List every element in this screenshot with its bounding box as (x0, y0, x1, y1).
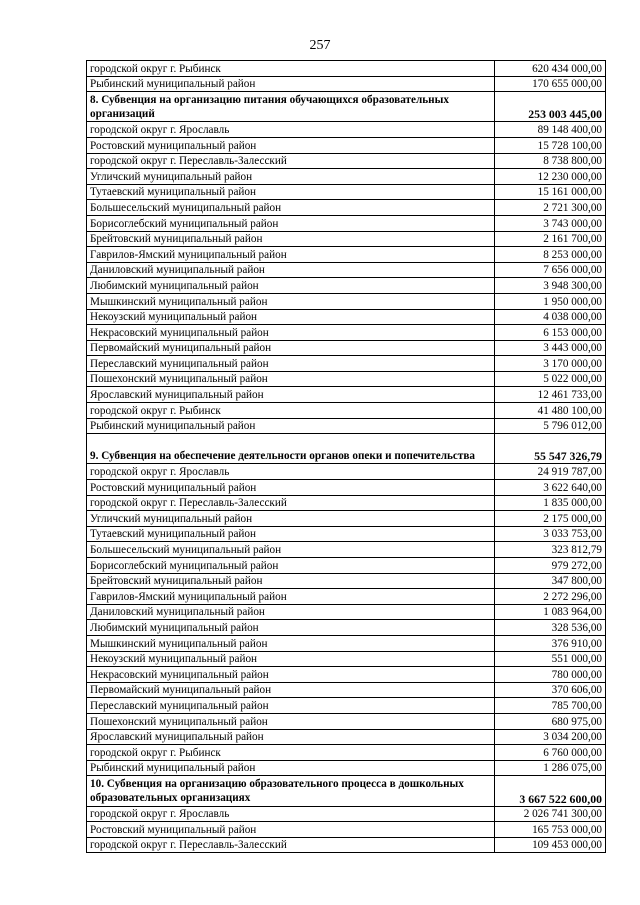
table-row (87, 278, 606, 294)
amount-cell: 6 760 000,00 (495, 745, 606, 761)
table-row (87, 667, 606, 683)
table-row (87, 371, 606, 387)
amount-cell: 376 910,00 (495, 635, 606, 651)
table-row (87, 635, 606, 651)
municipality-name: Первомайский муниципальный район (87, 340, 495, 356)
municipality-name: Угличский муниципальный район (87, 511, 495, 527)
table-row (87, 604, 606, 620)
amount-cell: 5 022 000,00 (495, 371, 606, 387)
municipality-name: Тутаевский муниципальный район (87, 526, 495, 542)
municipality-name: Ярославский муниципальный район (87, 729, 495, 745)
amount-cell: 89 148 400,00 (495, 122, 606, 138)
municipality-name: Любимский муниципальный район (87, 278, 495, 294)
section-title: 9. Субвенция на обеспечение деятельности органов опеки и попечительства (87, 434, 495, 464)
amount-cell: 979 272,00 (495, 558, 606, 574)
section-total: 3 667 522 600,00 (495, 776, 606, 806)
table-row (87, 745, 606, 761)
table-row (87, 713, 606, 729)
table-row (87, 729, 606, 745)
section-title: 8. Субвенция на организацию питания обучающихся образовательных организаций (87, 92, 495, 122)
amount-cell: 109 453 000,00 (495, 837, 606, 853)
section-title: 10. Субвенция на организацию образовательного процесса в дошкольных образовательных организациях (87, 776, 495, 806)
amount-cell: 3 622 640,00 (495, 480, 606, 496)
municipality-name: Тутаевский муниципальный район (87, 184, 495, 200)
table-row (87, 76, 606, 92)
table-row (87, 122, 606, 138)
table-row (87, 247, 606, 263)
municipality-name: городской округ г. Ярославль (87, 464, 495, 480)
amount-cell: 551 000,00 (495, 651, 606, 667)
table-row (87, 262, 606, 278)
municipality-name: городской округ г. Рыбинск (87, 61, 495, 77)
municipality-name: Ростовский муниципальный район (87, 137, 495, 153)
amount-cell: 12 461 733,00 (495, 387, 606, 403)
amount-cell: 170 655 000,00 (495, 76, 606, 92)
amount-cell: 3 170 000,00 (495, 356, 606, 372)
municipality-name: городской округ г. Рыбинск (87, 403, 495, 419)
amount-cell: 8 253 000,00 (495, 247, 606, 263)
table-row (87, 169, 606, 185)
amount-cell: 3 743 000,00 (495, 215, 606, 231)
municipality-name: Некрасовский муниципальный район (87, 667, 495, 683)
municipality-name: Борисоглебский муниципальный район (87, 558, 495, 574)
table-row (87, 200, 606, 216)
municipality-name: Борисоглебский муниципальный район (87, 215, 495, 231)
amount-cell: 8 738 800,00 (495, 153, 606, 169)
municipality-name: Рыбинский муниципальный район (87, 760, 495, 776)
table-row (87, 153, 606, 169)
municipality-name: городской округ г. Рыбинск (87, 745, 495, 761)
table-row (87, 480, 606, 496)
municipality-name: Даниловский муниципальный район (87, 262, 495, 278)
municipality-name: Некрасовский муниципальный район (87, 325, 495, 341)
amount-cell: 347 800,00 (495, 573, 606, 589)
municipality-name: Мышкинский муниципальный район (87, 293, 495, 309)
table-body (87, 61, 606, 853)
table-row (87, 589, 606, 605)
table-row (87, 651, 606, 667)
table-row (87, 137, 606, 153)
table-row (87, 325, 606, 341)
table-row (87, 822, 606, 838)
amount-cell: 3 948 300,00 (495, 278, 606, 294)
municipality-name: Рыбинский муниципальный район (87, 76, 495, 92)
table-row (87, 418, 606, 434)
table-row (87, 215, 606, 231)
amount-cell: 1 835 000,00 (495, 495, 606, 511)
table-row (87, 387, 606, 403)
table-row (87, 698, 606, 714)
section-header-row (87, 92, 606, 122)
municipality-name: Большесельский муниципальный район (87, 542, 495, 558)
amount-cell: 370 606,00 (495, 682, 606, 698)
amount-cell: 41 480 100,00 (495, 403, 606, 419)
municipality-name: Рыбинский муниципальный район (87, 418, 495, 434)
table-row (87, 806, 606, 822)
table-row (87, 511, 606, 527)
amount-cell: 620 434 000,00 (495, 61, 606, 77)
subvention-table (86, 60, 606, 853)
table-row (87, 61, 606, 77)
table-row (87, 760, 606, 776)
municipality-name: Ярославский муниципальный район (87, 387, 495, 403)
section-total: 55 547 326,79 (495, 434, 606, 464)
amount-cell: 2 161 700,00 (495, 231, 606, 247)
amount-cell: 5 796 012,00 (495, 418, 606, 434)
municipality-name: Некоузский муниципальный район (87, 309, 495, 325)
section-total: 253 003 445,00 (495, 92, 606, 122)
table-row (87, 340, 606, 356)
amount-cell: 2 272 296,00 (495, 589, 606, 605)
amount-cell: 785 700,00 (495, 698, 606, 714)
amount-cell: 3 443 000,00 (495, 340, 606, 356)
municipality-name: городской округ г. Переславль-Залесский (87, 153, 495, 169)
amount-cell: 2 026 741 300,00 (495, 806, 606, 822)
municipality-name: городской округ г. Ярославль (87, 806, 495, 822)
table-row (87, 293, 606, 309)
amount-cell: 3 034 200,00 (495, 729, 606, 745)
page-number: 257 (309, 38, 331, 53)
amount-cell: 1 950 000,00 (495, 293, 606, 309)
amount-cell: 2 175 000,00 (495, 511, 606, 527)
table-row (87, 542, 606, 558)
municipality-name: Брейтовский муниципальный район (87, 573, 495, 589)
municipality-name: Большесельский муниципальный район (87, 200, 495, 216)
table-row (87, 184, 606, 200)
municipality-name: Переславский муниципальный район (87, 356, 495, 372)
municipality-name: городской округ г. Переславль-Залесский (87, 495, 495, 511)
municipality-name: Пошехонский муниципальный район (87, 713, 495, 729)
table-row (87, 356, 606, 372)
municipality-name: городской округ г. Переславль-Залесский (87, 837, 495, 853)
table-row (87, 309, 606, 325)
table-row (87, 837, 606, 853)
municipality-name: Любимский муниципальный район (87, 620, 495, 636)
amount-cell: 24 919 787,00 (495, 464, 606, 480)
table-row (87, 403, 606, 419)
table-row (87, 620, 606, 636)
municipality-name: Брейтовский муниципальный район (87, 231, 495, 247)
amount-cell: 1 083 964,00 (495, 604, 606, 620)
amount-cell: 780 000,00 (495, 667, 606, 683)
amount-cell: 12 230 000,00 (495, 169, 606, 185)
municipality-name: Пошехонский муниципальный район (87, 371, 495, 387)
section-header-row (87, 434, 606, 464)
municipality-name: Даниловский муниципальный район (87, 604, 495, 620)
amount-cell: 1 286 075,00 (495, 760, 606, 776)
amount-cell: 328 536,00 (495, 620, 606, 636)
municipality-name: Ростовский муниципальный район (87, 822, 495, 838)
municipality-name: городской округ г. Ярославль (87, 122, 495, 138)
municipality-name: Некоузский муниципальный район (87, 651, 495, 667)
table-row (87, 573, 606, 589)
table-row (87, 526, 606, 542)
table-row (87, 558, 606, 574)
amount-cell: 7 656 000,00 (495, 262, 606, 278)
table-row (87, 231, 606, 247)
municipality-name: Переславский муниципальный район (87, 698, 495, 714)
table-row (87, 464, 606, 480)
amount-cell: 165 753 000,00 (495, 822, 606, 838)
amount-cell: 680 975,00 (495, 713, 606, 729)
table-row (87, 682, 606, 698)
amount-cell: 4 038 000,00 (495, 309, 606, 325)
section-header-row (87, 776, 606, 806)
table-row (87, 495, 606, 511)
municipality-name: Мышкинский муниципальный район (87, 635, 495, 651)
amount-cell: 3 033 753,00 (495, 526, 606, 542)
amount-cell: 6 153 000,00 (495, 325, 606, 341)
amount-cell: 323 812,79 (495, 542, 606, 558)
municipality-name: Гаврилов-Ямский муниципальный район (87, 589, 495, 605)
municipality-name: Гаврилов-Ямский муниципальный район (87, 247, 495, 263)
municipality-name: Угличский муниципальный район (87, 169, 495, 185)
amount-cell: 2 721 300,00 (495, 200, 606, 216)
amount-cell: 15 728 100,00 (495, 137, 606, 153)
municipality-name: Первомайский муниципальный район (87, 682, 495, 698)
amount-cell: 15 161 000,00 (495, 184, 606, 200)
municipality-name: Ростовский муниципальный район (87, 480, 495, 496)
